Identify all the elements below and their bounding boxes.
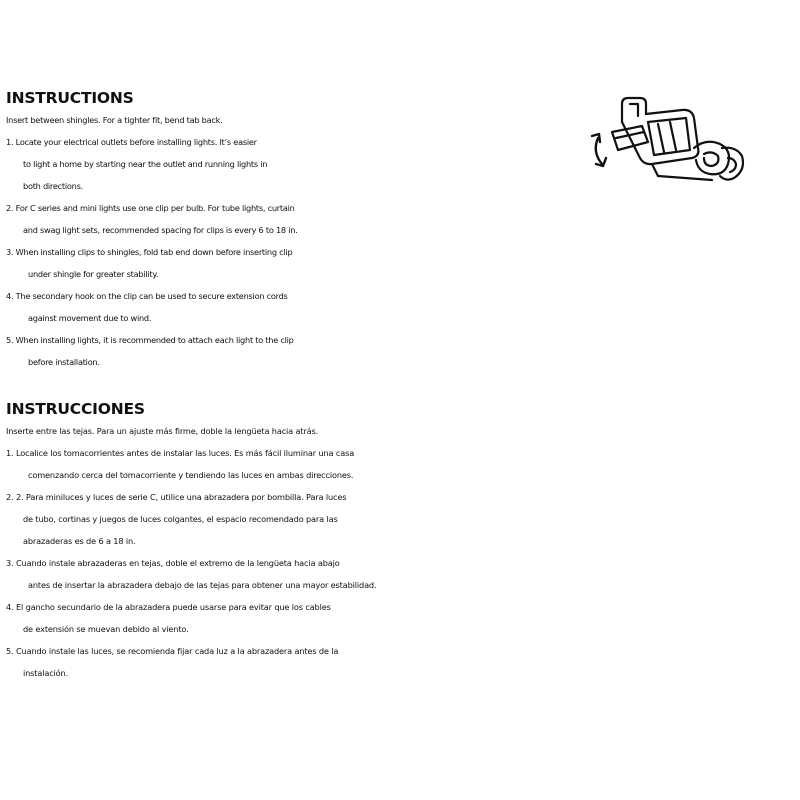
spanish-item-2-line-2: de tubo, cortinas y juegos de luces colgantes, el espacio recomendado para las: [23, 514, 338, 524]
english-item-1-line-3: both directions.: [23, 181, 83, 191]
spanish-instructions: [6, 398, 800, 684]
english-item-2: [6, 197, 800, 241]
spanish-item-1-line-2: comenzando cerca del tomacorriente y tendiendo las luces en ambas direcciones.: [28, 470, 354, 480]
spanish-item-3: [6, 552, 800, 596]
english-heading: INSTRUCTIONS: [6, 89, 134, 107]
english-item-3: [6, 241, 800, 285]
english-item-2-line-1: 2. For C series and mini lights use one clip per bulb. For tube lights, curtain: [6, 203, 295, 213]
english-item-2-line-2: and swag light sets, recommended spacing for clips is every 6 to 18 in.: [23, 225, 298, 235]
english-item-4: [6, 285, 800, 329]
spanish-item-5-line-1: 5. Cuando instale las luces, se recomienda fijar cada luz a la abrazadera antes de la: [6, 646, 339, 656]
spanish-item-5: [6, 640, 800, 684]
spanish-item-4-line-2: de extensión se muevan debido al viento.: [23, 624, 189, 634]
spanish-intro: Inserte entre las tejas. Para un ajuste más firme, doble la lengüeta hacia atrás.: [6, 426, 319, 436]
spanish-item-3-line-1: 3. Cuando instale abrazaderas en tejas, doble el extremo de la lengüeta hacia abajo: [6, 558, 340, 568]
spanish-item-1-line-1: 1. Localice los tomacorrientes antes de instalar las luces. Es más fácil iluminar una casa: [6, 448, 355, 458]
english-item-1-line-1: 1. Locate your electrical outlets before installing lights. It’s easier: [6, 137, 257, 147]
spanish-item-2-line-1: 2. 2. Para miniluces y luces de serie C, utilice una abrazadera por bombilla. Para luces: [6, 492, 347, 502]
spanish-heading: INSTRUCCIONES: [6, 400, 145, 418]
spanish-item-4-line-1: 4. El gancho secundario de la abrazadera puede usarse para evitar que los cables: [6, 602, 331, 612]
english-item-3-line-1: 3. When installing clips to shingles, fold tab end down before inserting clip: [6, 247, 293, 257]
english-item-5-line-1: 5. When installing lights, it is recommended to attach each light to the clip: [6, 335, 294, 345]
english-item-4-line-1: 4. The secondary hook on the clip can be used to secure extension cords: [6, 291, 288, 301]
spanish-item-5-line-2: instalación.: [23, 668, 69, 678]
english-item-3-line-2: under shingle for greater stability.: [28, 269, 159, 279]
english-intro: Insert between shingles. For a tighter fit, bend tab back.: [6, 115, 223, 125]
light-clip-icon: [582, 92, 752, 202]
english-item-5-line-2: before installation.: [28, 357, 100, 367]
spanish-item-4: [6, 596, 800, 640]
spanish-item-2-line-3: abrazaderas es de 6 a 18 in.: [23, 536, 136, 546]
english-item-1-line-2: to light a home by starting near the outlet and running lights in: [23, 159, 268, 169]
spanish-item-1: [6, 442, 800, 486]
spanish-item-2: [6, 486, 800, 552]
english-item-4-line-2: against movement due to wind.: [28, 313, 152, 323]
spanish-item-3-line-2: antes de insertar la abrazadera debajo de las tejas para obtener una mayor estabilidad.: [28, 580, 377, 590]
english-item-5: [6, 329, 800, 373]
